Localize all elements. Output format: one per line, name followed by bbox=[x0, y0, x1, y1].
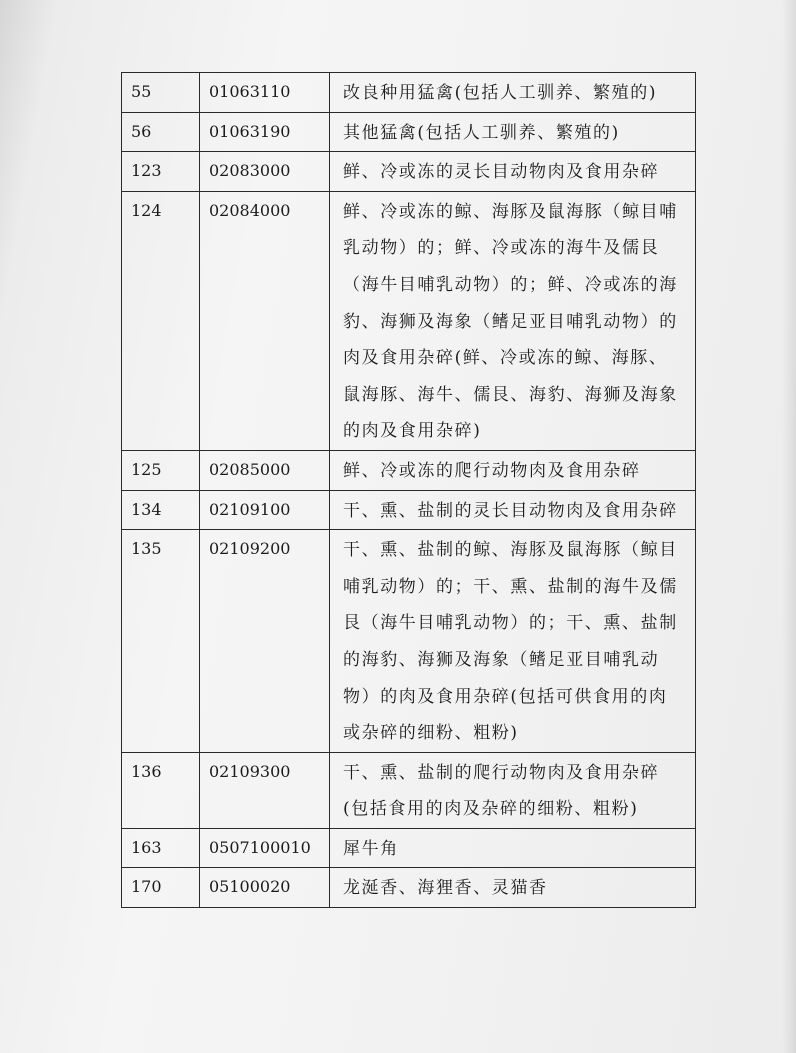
commodity-description: 改良种用猛禽(包括人工驯养、繁殖的) bbox=[330, 73, 696, 113]
commodity-code: 02084000 bbox=[200, 191, 330, 450]
table-row bbox=[122, 152, 696, 192]
table-row bbox=[122, 112, 696, 152]
table-row bbox=[122, 752, 696, 828]
row-number: 55 bbox=[122, 73, 200, 113]
row-number: 123 bbox=[122, 152, 200, 192]
row-number: 136 bbox=[122, 752, 200, 828]
commodity-code: 01063110 bbox=[200, 73, 330, 113]
table-row bbox=[122, 868, 696, 908]
table-row bbox=[122, 490, 696, 530]
commodity-code: 01063190 bbox=[200, 112, 330, 152]
commodity-code: 02109100 bbox=[200, 490, 330, 530]
commodity-description: 龙涎香、海狸香、灵猫香 bbox=[330, 868, 696, 908]
commodity-description: 干、熏、盐制的灵长目动物肉及食用杂碎 bbox=[330, 490, 696, 530]
commodity-description: 鲜、冷或冻的灵长目动物肉及食用杂碎 bbox=[330, 152, 696, 192]
species-code-table bbox=[121, 72, 696, 908]
commodity-code: 02085000 bbox=[200, 450, 330, 490]
table-row bbox=[122, 191, 696, 450]
commodity-code: 0507100010 bbox=[200, 828, 330, 868]
commodity-code: 02109200 bbox=[200, 530, 330, 753]
commodity-description: 干、熏、盐制的爬行动物肉及食用杂碎(包括食用的肉及杂碎的细粉、粗粉) bbox=[330, 752, 696, 828]
table-row bbox=[122, 828, 696, 868]
row-number: 170 bbox=[122, 868, 200, 908]
commodity-description: 犀牛角 bbox=[330, 828, 696, 868]
commodity-code: 05100020 bbox=[200, 868, 330, 908]
row-number: 124 bbox=[122, 191, 200, 450]
row-number: 134 bbox=[122, 490, 200, 530]
commodity-description: 干、熏、盐制的鲸、海豚及鼠海豚（鲸目哺乳动物）的；干、熏、盐制的海牛及儒艮（海牛目哺乳动物）的；干、熏、盐制的海豹、海狮及海象（鳍足亚目哺乳动物）的肉及食用杂碎(包括可供食用的肉或杂碎的细粉、粗粉) bbox=[330, 530, 696, 753]
commodity-code: 02083000 bbox=[200, 152, 330, 192]
page-edge-shadow bbox=[782, 0, 796, 1053]
commodity-code: 02109300 bbox=[200, 752, 330, 828]
commodity-description: 其他猛禽(包括人工驯养、繁殖的) bbox=[330, 112, 696, 152]
commodity-description: 鲜、冷或冻的鲸、海豚及鼠海豚（鲸目哺乳动物）的；鲜、冷或冻的海牛及儒艮（海牛目哺乳动物）的；鲜、冷或冻的海豹、海狮及海象（鳍足亚目哺乳动物）的肉及食用杂碎(鲜、冷或冻的鲸、海豚、鼠海豚、海牛、儒艮、海豹、海狮及海象的肉及食用杂碎) bbox=[330, 191, 696, 450]
table-row bbox=[122, 73, 696, 113]
row-number: 125 bbox=[122, 450, 200, 490]
commodity-description: 鲜、冷或冻的爬行动物肉及食用杂碎 bbox=[330, 450, 696, 490]
row-number: 163 bbox=[122, 828, 200, 868]
row-number: 135 bbox=[122, 530, 200, 753]
table-row bbox=[122, 530, 696, 753]
table-row bbox=[122, 450, 696, 490]
row-number: 56 bbox=[122, 112, 200, 152]
